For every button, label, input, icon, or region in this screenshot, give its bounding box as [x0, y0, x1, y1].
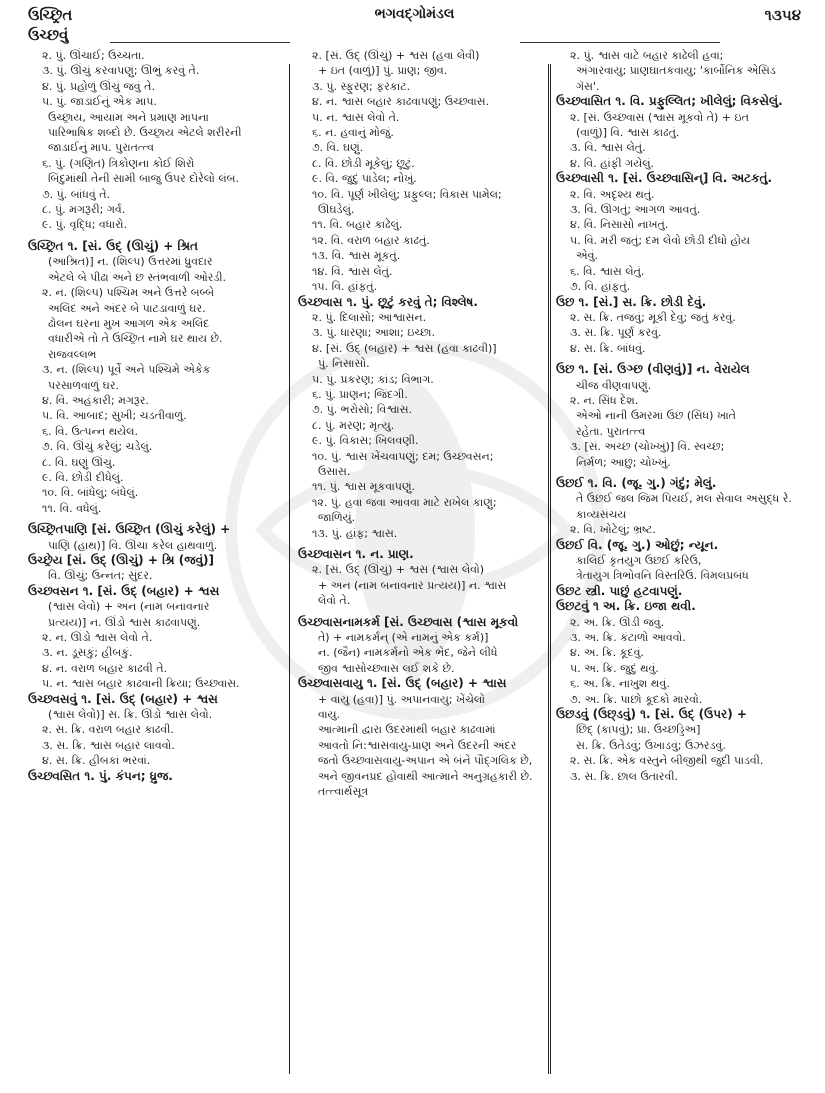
column-right — [556, 48, 811, 784]
sense-line: ૩. સ. ક્રિ. પૂર્ણ કરવું. — [570, 326, 662, 340]
continuation-line: ઉસાસ. — [318, 464, 351, 478]
sense-line: ૫. ન. શ્વાસ બહાર કાઢવાની ક્રિયા; ઉચ્છ્વાસ. — [42, 677, 240, 691]
sense-line: ૯. પું. વૃદ્ધિ; વધારો. — [42, 218, 128, 232]
continuation-line: એટલે બે પીઢા અને છ સ્તંભવાળી ઓરડી. — [48, 270, 227, 284]
continuation-line: પારિભાષિક શબ્દો છે. ઉચ્છ્રાય એટલે શરીરની — [48, 126, 242, 140]
headword-line: ઉચ્છ્રિત ૧. [સં. ઉદ્ (ઊંચું) + શ્રિત — [28, 238, 198, 253]
sense-line: ૭. પું. ભરોસો; વિશ્વાસ. — [312, 403, 413, 417]
sense-line: ૨. પું. શ્વાસ વાટે બહાર કાઢેલી હવા; — [570, 49, 724, 62]
sense-line: ૨. ન. સિંધ દેશ. — [570, 393, 639, 407]
sense-line: ૭. વિ. ઊંચું કરેલું; ચડેલું. — [42, 440, 153, 454]
sense-line: ૩. [સં. અચ્છ (ચોખ્ખું)] વિ. સ્વચ્છ; — [570, 440, 725, 454]
continuation-line: પરસાળવાળું ઘર. — [48, 378, 120, 392]
continuation-line: જાળિયું. — [318, 511, 356, 525]
headword-line: ઉછ ૧. [સં.] સ. ક્રિ. છોડી દેવું. — [556, 294, 707, 309]
continuation-line: આવતો નિ:શ્વાસવાયુ-પ્રાણ અને ઉદરની અંદર — [318, 738, 517, 752]
continuation-line: તે) + નામકર્મન્ (એ નામનું એક કર્મ)] — [318, 631, 489, 645]
column-left — [28, 48, 278, 784]
sense-line: ૧૧. વિ. વધેલું. — [42, 501, 102, 515]
sense-line: ૨. [સં. ઉચ્છ્વાસ (શ્વાસ મૂકવો તે) + ઇત — [570, 110, 749, 124]
sense-line: ૫. ન. શ્વાસ લેવો તે. — [312, 110, 400, 124]
continuation-line: + અન (નામ બનાવનાર પ્રત્યય)] ન. શ્વાસ — [318, 578, 507, 592]
sense-line: ૩. પું. ઊંચું કરવાપણું; ઊભું કરવું તે. — [42, 64, 200, 78]
continuation-line: આત્માની દ્વારા ઉદરમાંથી બહાર કાઢવામાં — [318, 723, 496, 737]
continuation-line: કાવ્યસંચય — [576, 507, 627, 521]
continuation-line: (વાળું)] વિ. શ્વાસ કાઢતું. — [576, 126, 680, 140]
continuation-line: એઓ નાની ઉંમરમાં ઉછ (સિંધ) ખાતે — [576, 409, 736, 423]
continuation-line: અંગારવાયુ; પ્રાણઘાતકવાયુ; 'કાર્બોનિક એસિડ — [576, 64, 776, 78]
headword-line: ઉછઈ ૧. વિ. (જૂ. ગુ.) ગંદું; મેલું. — [556, 475, 717, 490]
headword-line: ઉચ્છ્વાસનામકર્મ [સં. ઉચ્છ્વાસ (શ્વાસ મૂકવો — [298, 614, 519, 629]
continuation-line: ગૅસ'. — [576, 79, 600, 93]
continuation-line: (શ્વાસ લેવો) + અન (નામ બનાવનાર — [48, 600, 210, 614]
headword-line: ઉચ્છ્રેય [સં. ઉદ્ (ઊંચું) + શ્રિ (જવું)] — [28, 553, 215, 567]
headword-line: ઉચ્છ્વાસ ૧. પું. છૂટું કરવું તે; વિશ્લેષ. — [298, 294, 478, 309]
continuation-line: તે ઉછઈ જલ જિમ પિયઈ, મલ સેવાલ અસુદ્ધ રે. — [576, 492, 792, 506]
sense-line: ૮. પું. મગરૂરી; ગર્વ. — [42, 203, 126, 217]
page-number: ૧૩૫૪ — [764, 6, 801, 24]
sense-line: ૫. વિ. મરી જતું; દમ લેવો છોડી દીધો હોય — [570, 233, 751, 247]
sense-line: ૪. [સં. ઉદ્ (બહાર) + શ્વસ (હવા કાઢવી)] — [312, 341, 497, 355]
sense-line: ૧૦. વિ. બાંધેલું; બંધેલું. — [42, 486, 139, 500]
sense-line: ૨. સ. ક્રિ. એક વસ્તુને બીજીથી જુદી પાડવી. — [570, 754, 764, 768]
header-rule-right — [520, 42, 720, 43]
sense-line: ૨. [સં. ઉદ્ (ઊંચું) + શ્વસ (શ્વાસ લેવો) — [312, 563, 485, 577]
sense-line: ૧૨. પું. હવા જવા આવવા માટે રાખેલ કાણું; — [312, 495, 497, 509]
header-rule-left — [110, 42, 290, 43]
headword-line: ઉચ્છ્વાસી ૧. [સં. ઉચ્છ્વાસિન્] વિ. અટકતું. — [556, 171, 773, 186]
continuation-line: વાયુ. — [318, 708, 341, 722]
sense-line: ૨. પું. ઊંચાઈ; ઉચ્ચતા. — [42, 49, 145, 62]
sense-line: ૭. પું. બાંધવું તે. — [42, 187, 111, 201]
sense-line: ૩. અ. ક્રિ. કંટાળો આવવો. — [570, 631, 686, 645]
headword-line: ઉચ્છ્રિતપાણિ [સં. ઉચ્છ્રિત (ઊંચું કરેલું) + — [28, 522, 231, 537]
continuation-line: એવું. — [576, 249, 598, 263]
sense-line: ૬. અ. ક્રિ. નાખુશ થવું. — [570, 677, 670, 691]
guideword-top: ઉચ્છ્રિત — [28, 6, 73, 24]
sense-line: ૪. પું. પ્રહોળું ઊંચું જવું તે. — [42, 79, 155, 93]
headword-line: ઉછઈ વિ. (જૂ. ગુ.) ઓછું; ન્યૂન. — [556, 537, 719, 552]
sense-line: ૪. વિ. હાંફી ગયેલું. — [570, 156, 655, 170]
continuation-line: અને જીવનપ્રદ હોવાથી આત્માને અનુગ્રહકારી છે. — [318, 769, 533, 783]
continuation-line: ત્રેતાયુગ ત્રિભોવનિ વિસ્તરિઉ. વિમલપ્રબંધ — [576, 569, 749, 583]
headword-line: ઉચ્છ્વાસિત ૧. વિ. પ્રફુલ્લિત; ખીલેલું; વિકસેલું. — [556, 94, 783, 109]
sense-line: ૫. વિ. આબાદ; સુખી; ચડતીવાળું. — [42, 409, 187, 423]
continuation-line: રાજવલ્લભ — [48, 347, 97, 361]
continuation-line: ઊઘડેલું. — [318, 203, 355, 217]
sense-line: ૯. વિ. જુદું પાડેલ; નોખું. — [312, 172, 417, 186]
sense-line: ૩. વિ. શ્વાસ લેતું. — [570, 141, 646, 155]
sense-line: ૭. વિ. ઘણું. — [312, 141, 364, 155]
sense-line: ૧૧. પું. શ્વાસ મૂકવાપણું. — [312, 480, 416, 494]
continuation-line: પું. નિસાસો. — [318, 357, 370, 371]
continuation-line: બિંદુમાંથી તેની સામી બાજુ ઉપર દોરેલો લંબ. — [48, 172, 240, 186]
sense-line: ૩. વિ. ઊગતું; આગળ આવતું. — [570, 203, 701, 217]
sense-line: ૬. વિ. ઉત્પન્ન થયેલ. — [42, 424, 138, 438]
continuation-line: જતો ઉચ્છ્વાસવાયુ-અપાન એ બંને પૌદ્ગલિક છે, — [318, 754, 533, 768]
continuation-line: સ. ક્રિ. ઉતેડવું; ઉખાડવું; ઉઝરડવું. — [576, 738, 726, 752]
page-title: ભગવદ્ગોમંડલ — [374, 6, 455, 22]
sense-line: ૨. [સં. ઉદ્ (ઊંચું) + શ્વસ (હવા લેવી) — [312, 49, 480, 62]
sense-line: ૩. ન. ડૂસકું; હીબકું. — [42, 646, 133, 660]
sense-line: ૯. વિ. છોડી દીધેલું. — [42, 470, 124, 484]
sense-line: ૧૦. વિ. પૂર્ણ ખીલેલું; પ્રફુલ્લ; વિકાસ પામેલ; — [312, 187, 502, 201]
sense-line: ૩. ન. (શિલ્પ) પૂર્વે અને પશ્ચિમે એકેક — [42, 363, 211, 377]
continuation-line: નિર્મળ; આછું; ચોખ્ખું. — [576, 455, 671, 469]
sense-line: ૧૧. વિ. બહાર કાઢેલું. — [312, 218, 403, 232]
headword-line: ઉછટવું ૧ અ. ક્રિ. ઇજા થવી. — [556, 599, 696, 614]
headword-line: ઉછ ૧. [સં. ઉઞ્છ (વીણવું)] ન. વેરાયેલ — [556, 362, 750, 377]
continuation-line: લેવો તે. — [318, 594, 351, 608]
continuation-line: ઉચ્છ્રાય, આયામ અને પ્રમાણ માપના — [48, 110, 209, 124]
sense-line: ૮. વિ. ઘણું ઊંચું. — [42, 455, 116, 469]
sense-line: ૨. સ. ક્રિ. વરાળ બહાર કાઢવી. — [42, 723, 174, 737]
continuation-line: (આશ્રિત)] ન. (શિલ્પ) ઉત્તરમાં ધ્રુવદાર — [48, 255, 213, 269]
sense-line: ૧૦. પું. શ્વાસ ખેંચવાપણું; દમ; ઉચ્છ્વસન; — [312, 449, 494, 463]
continuation-line: વિ. ઊંચું; ઉન્નત; સુંદર. — [48, 569, 153, 583]
sense-line: ૨. ન. (શિલ્પ) પશ્ચિમ અને ઉત્તરે બબ્બે — [42, 286, 215, 300]
continuation-line: અલિંદ અને અંદર બે પાટડાવાળું ઘર. — [48, 301, 206, 315]
sense-line: ૪. વિ. અહંકારી; મગરૂર. — [42, 393, 149, 407]
sense-line: ૬. પું. પ્રાણન; જિંદગી. — [312, 387, 408, 401]
sense-line: ૨. વિ. અદૃશ્ય થતું. — [570, 187, 655, 201]
headword-line: ઉચ્છ્વસવું ૧. [સં. ઉદ્ (બહાર) + શ્વસ — [28, 691, 218, 706]
sense-line: ૪. અ. ક્રિ. કૂદવું. — [570, 646, 644, 660]
continuation-line: તત્ત્વાર્થસૂત્ર — [318, 785, 369, 799]
headword-line: ઉછડવું (ઉછ્ડવું) ૧. [સં. ઉદ્ (ઉપર) + — [556, 707, 747, 722]
sense-line: ૪. સ. ક્રિ. હીબકાં ભરવાં. — [42, 754, 151, 768]
sense-line: ૭. વિ. હાંફતું. — [570, 280, 631, 294]
continuation-line: પ્રત્યય)] ન. ઊંડો શ્વાસ કાઢવાપણું. — [48, 615, 201, 629]
continuation-line: + ઇત (વાળું)] પું. પ્રાણ; જીવ. — [318, 64, 448, 78]
headword-line: ઉચ્છ્વસન ૧. [સં. ઉદ્ (બહાર) + શ્વસ — [28, 583, 220, 598]
sense-line: ૩. પું. સ્ફુરણ; ફરકાટ. — [312, 79, 411, 93]
sense-line: ૨. વિ. ખોટેલું; ભ્રષ્ટ. — [570, 523, 656, 537]
sense-line: ૩. પું. ધારણા; આશા; ઇચ્છા. — [312, 326, 435, 340]
sense-line: ૬. ન. હવાનું મોજું. — [312, 126, 394, 140]
sense-line: ૨. સ. ક્રિ. તજવું; મૂકી દેવું; જતું કરવું. — [570, 310, 736, 324]
headword-line: ઉચ્છ્વાસવાયુ ૧. [સં. ઉદ્ (બહાર) + શ્વાસ — [298, 676, 507, 691]
page-header — [28, 6, 801, 46]
column-divider-2 — [548, 64, 551, 1074]
sense-line: ૫. પું. પ્રકરણ; કાંડ; વિભાગ. — [312, 372, 434, 386]
sense-line: ૫. અ. ક્રિ. જુદું થવું. — [570, 661, 659, 675]
sense-line: ૭. અ. ક્રિ. પાછો કૂદકો મારવો. — [570, 692, 703, 706]
headword-line: ઉચ્છ્વાસન ૧. ન. પ્રાણ. — [298, 547, 414, 561]
headword-line: ઉચ્છ્વસિત ૧. પું. કંપન; ધ્રુજ. — [28, 768, 173, 783]
sense-line: ૨. ન. ઊંડો શ્વાસ લેવો તે. — [42, 631, 153, 645]
column-middle — [298, 48, 543, 800]
sense-line: ૫. પું. જાડાઈનું એક માપ. — [42, 95, 157, 109]
sense-line: ૪. ન. શ્વાસ બહાર કાઢવાપણું; ઉચ્છ્વાસ. — [312, 95, 490, 109]
continuation-line: ચીજ વીણવાપણું. — [576, 378, 652, 392]
headword-line: ઉછટ સ્ત્રી. પાછું હટવાપણું. — [556, 583, 683, 598]
sense-line: ૪. ન. વરાળ બહાર કાઢવી તે. — [42, 661, 168, 675]
continuation-line: + વાયુ (હવા)] પું. અપાનવાયુ; ખેંચેલો — [318, 692, 485, 706]
continuation-line: પાણિ (હાથ)] વિ. ઊંચા કરેલ હાથવાળું. — [48, 538, 218, 552]
continuation-line: કાલિઈ કૃતયુગ ઉછઈ કરિઉ, — [576, 554, 702, 567]
sense-line: ૩. સ. ક્રિ. શ્વાસ બહાર લાવવો. — [42, 738, 175, 752]
sense-line: ૮. પું. મરણ; મૃત્યુ. — [312, 418, 395, 432]
sense-line: ૧૩. પું. હાંફ; શ્વાસ. — [312, 526, 398, 540]
column-divider-1 — [289, 64, 290, 1074]
sense-line: ૪. વિ. નિસાસો નાખતું. — [570, 218, 669, 232]
continuation-line: (શ્વાસ લેવો)] સ. ક્રિ. ઊંડો શ્વાસ લેવો. — [48, 708, 213, 722]
sense-line: ૧૪. વિ. શ્વાસ લેતું. — [312, 264, 393, 278]
sense-line: ૬. પું. (ગણિત) ત્રિકોણના કોઈ શિરો — [42, 156, 195, 170]
sense-line: ૧૨. વિ. વરાળ બહાર કાઢતું. — [312, 233, 430, 247]
sense-line: ૩. સ. ક્રિ. છાલ ઉતારવી. — [570, 769, 678, 783]
continuation-line: જાડાઈનું માપ. પુરાતત્ત્વ — [48, 141, 154, 155]
continuation-line: છિદ્ (કાપવું); પ્રા. ઉચ્છડ્ડિઅ] — [576, 723, 701, 737]
guideword-bottom: ઉચ્છવું — [28, 26, 69, 44]
sense-line: ૮. વિ. છોડી મૂકેલું; છૂટું. — [312, 156, 415, 170]
sense-line: ૨. પું. દિલાસો; આશ્વાસન. — [312, 310, 427, 324]
sense-line: ૨. અ. ક્રિ. ઊંડી જવું. — [570, 615, 665, 629]
sense-line: ૧૫. વિ. હાંફતું. — [312, 280, 378, 294]
sense-line: ૯. પું. વિકાસ; ખિલવણી. — [312, 434, 419, 448]
continuation-line: વધારીએ તો તે ઉચ્છ્રિત નામે ઘર થાય છે. — [48, 332, 223, 346]
continuation-line: જીવ શ્વાસોચ્છ્વાસ લઈ શકે છે. — [318, 661, 455, 675]
sense-line: ૪. સ. ક્રિ. બાંધવું. — [570, 341, 646, 355]
continuation-line: રહેતા. પુરાતત્ત્વ — [576, 424, 646, 438]
continuation-line: ન. (જૈન) નામકર્મનો એક ભેદ, જેને લીધે — [318, 646, 498, 660]
sense-line: ૬. વિ. શ્વાસ લેતું. — [570, 264, 645, 278]
sense-line: ૧૩. વિ. શ્વાસ મૂકતું. — [312, 249, 401, 263]
continuation-line: ઢોલન ઘરના મુખ આગળ એક અલિંદ — [48, 316, 210, 330]
